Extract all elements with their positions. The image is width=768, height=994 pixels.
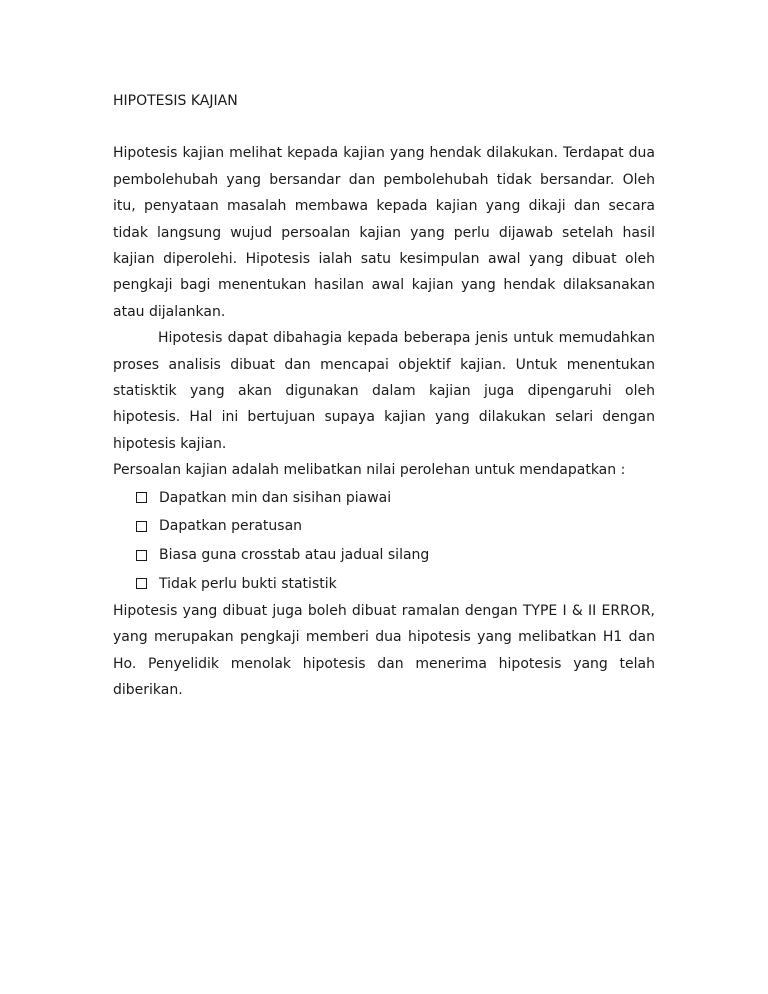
paragraph-questions: Persoalan kajian adalah melibatkan nilai perolehan untuk mendapatkan : xyxy=(113,462,626,479)
list-item-text: Dapatkan peratusan xyxy=(159,518,303,535)
document-page xyxy=(113,88,655,704)
list-item xyxy=(136,541,655,570)
list-item xyxy=(136,484,655,513)
checkbox-square-icon xyxy=(136,550,147,561)
list-item xyxy=(136,569,655,598)
paragraph-closing: Hipotesis yang dibuat juga boleh dibuat ramalan dengan TYPE I & II ERROR, yang merupakan pengkaji memberi dua hipotesis yang melibatkan H1 dan Ho. Penyelidik menolak hipotesis dan menerima hipotesis yang telah diberikan. xyxy=(113,603,655,699)
list-item-text: Tidak perlu bukti statistik xyxy=(159,575,337,592)
paragraph-intro: Hipotesis kajian melihat kepada kajian yang hendak dilakukan. Terdapat dua pembolehubah yang bersandar dan pembolehubah tidak bersandar. Oleh itu, penyataan masalah membawa kepada kajian yang dikaji dan secara tidak langsung wujud persoalan kajian yang perlu dijawab setelah hasil kajian diperolehi. Hipotesis ialah satu kesimpulan awal yang dibuat oleh pengkaji bagi menentukan hasilan awal kajian yang hendak dilaksanakan atau dijalankan. xyxy=(113,145,655,320)
document-title: HIPOTESIS KAJIAN xyxy=(113,93,238,109)
bullet-list xyxy=(113,484,655,598)
list-item xyxy=(136,512,655,541)
list-item-text: Dapatkan min dan sisihan piawai xyxy=(159,489,392,506)
paragraph-types: Hipotesis dapat dibahagia kepada beberapa jenis untuk memudahkan proses analisis dibuat dan mencapai objektif kajian. Untuk menentukan statisktik yang akan digunakan dalam kajian juga dipengaruhi oleh hipotesis. Hal ini bertujuan supaya kajian yang dilakukan selari dengan hipotesis kajian. xyxy=(113,330,655,452)
checkbox-square-icon xyxy=(136,578,147,589)
list-item-text: Biasa guna crosstab atau jadual silang xyxy=(159,546,430,563)
checkbox-square-icon xyxy=(136,521,147,532)
checkbox-square-icon xyxy=(136,492,147,503)
